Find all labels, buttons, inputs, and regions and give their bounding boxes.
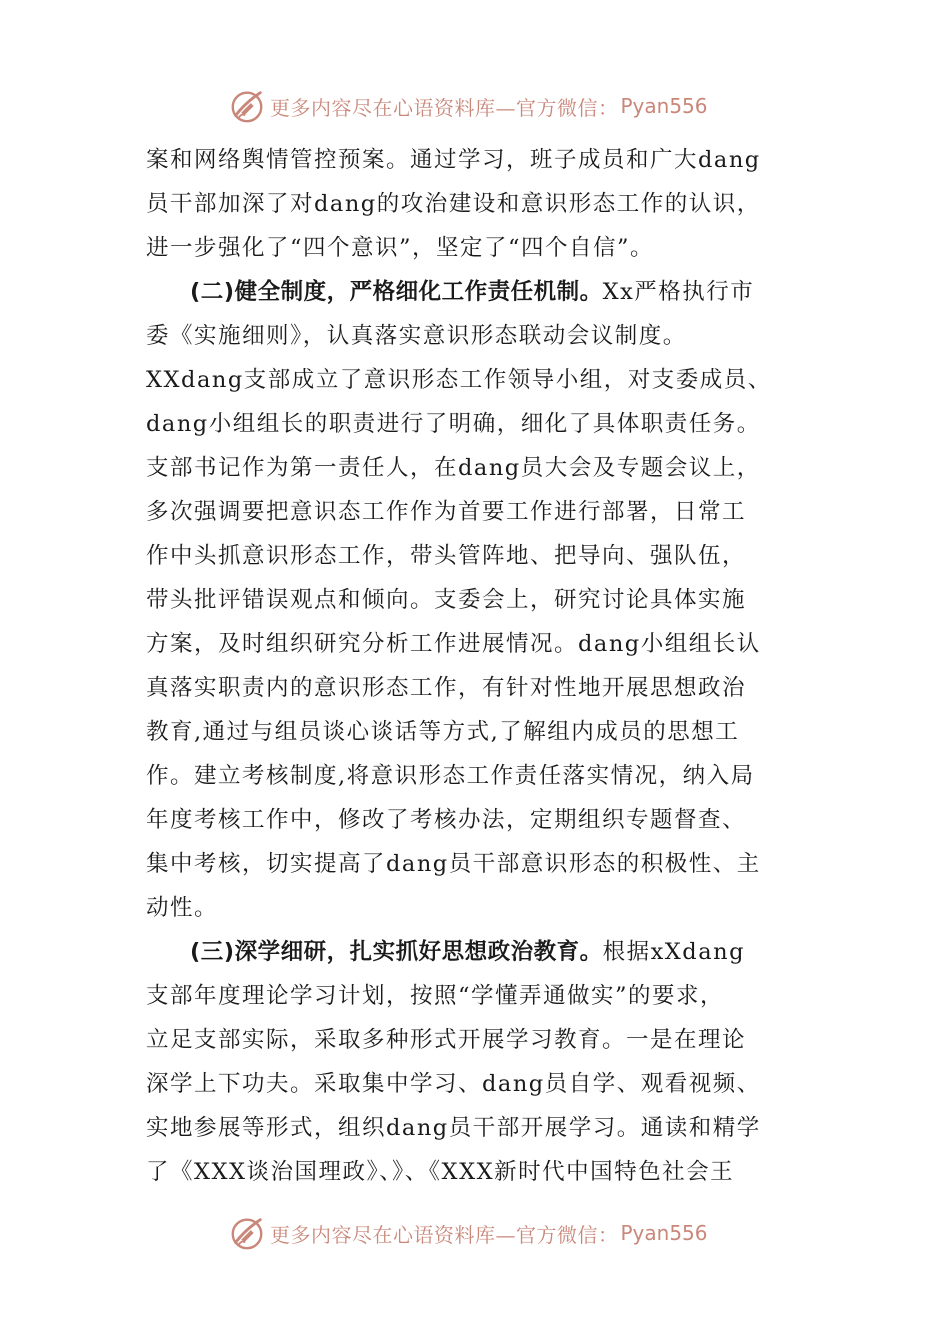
- section-heading-3: (三)深学细研，扎实抓好思想政治教育。: [190, 939, 603, 965]
- text-line: 集中考核，切实提高了dang员干部意识形态的积极性、主: [146, 851, 761, 877]
- watermark-text: 更多内容尽在心语资料库—官方微信：: [270, 1222, 619, 1247]
- document-body: [146, 138, 808, 1194]
- text-line: 案和网络舆情管控预案。通过学习，班子成员和广大dang: [146, 147, 761, 173]
- text-line: 作。建立考核制度,将意识形态工作责任落实情况，纳入局: [146, 763, 755, 789]
- section-heading-2: (二)健全制度，严格细化工作责任机制。: [190, 279, 603, 305]
- watermark-text: 更多内容尽在心语资料库—官方微信：: [270, 95, 619, 120]
- text-line: 多次强调要把意识态工作作为首要工作进行部署，日常工: [146, 499, 747, 525]
- text-line: 动性。: [146, 895, 219, 921]
- watermark-header: [228, 86, 708, 126]
- text-line: 年度考核工作中，修改了考核办法，定期组织专题督查、: [146, 807, 747, 833]
- text-line: 教育,通过与组员谈心谈话等方式,了解组内成员的思想工: [146, 719, 740, 745]
- text-line: 支部书记作为第一责任人，在dang员大会及专题会议上，: [146, 455, 761, 481]
- text-line: 员干部加深了对dang的攻治建设和意识形态工作的认识，: [146, 191, 761, 217]
- text-line-first: [146, 270, 808, 314]
- text-line-first: [146, 930, 808, 974]
- text-line: 支部年度理论学习计划，按照“学懂弄通做实”的要求，: [146, 983, 725, 1009]
- text-line: 带头批评错误观点和倾向。支委会上，研究讨论具体实施: [146, 587, 747, 613]
- text-run: 根据xXdang: [602, 939, 745, 965]
- paragraph-1: [146, 138, 808, 270]
- pen-logo-icon: [228, 87, 266, 125]
- paragraph-3: [146, 930, 808, 1194]
- paragraph-2: [146, 270, 808, 930]
- watermark-wechat-id: Pyan556: [620, 94, 708, 118]
- text-line: 真落实职责内的意识形态工作，有针对性地开展思想政治: [146, 675, 747, 701]
- text-line: 实地参展等形式，组织dang员干部开展学习。通读和精学: [146, 1115, 761, 1141]
- watermark-footer: [228, 1213, 708, 1253]
- text-line: 委《实施细则》，认真落实意识形态联动会议制度。: [146, 323, 687, 349]
- pen-logo-icon: [228, 1214, 266, 1252]
- text-run: Xx严格执行市: [602, 279, 755, 305]
- text-line: 进一步强化了“四个意识”，坚定了“四个自信”。: [146, 235, 655, 261]
- text-line: XXdang支部成立了意识形态工作领导小组，对支委成员、: [146, 367, 772, 393]
- watermark-wechat-id: Pyan556: [620, 1221, 708, 1245]
- text-line: 方案，及时组织研究分析工作进展情况。dang小组组长认: [146, 631, 761, 657]
- text-line: 作中头抓意识形态工作，带头管阵地、把导向、强队伍，: [146, 543, 747, 569]
- text-line: 深学上下功夫。采取集中学习、dang员自学、观看视频、: [146, 1071, 761, 1097]
- text-line: 立足支部实际，采取多种形式开展学习教育。一是在理论: [146, 1027, 747, 1053]
- text-line: dang小组组长的职责进行了明确，细化了具体职责任务。: [146, 411, 761, 437]
- text-line: 了《XXX谈治国理政》、》、《XXX新时代中国特色社会王: [146, 1159, 735, 1185]
